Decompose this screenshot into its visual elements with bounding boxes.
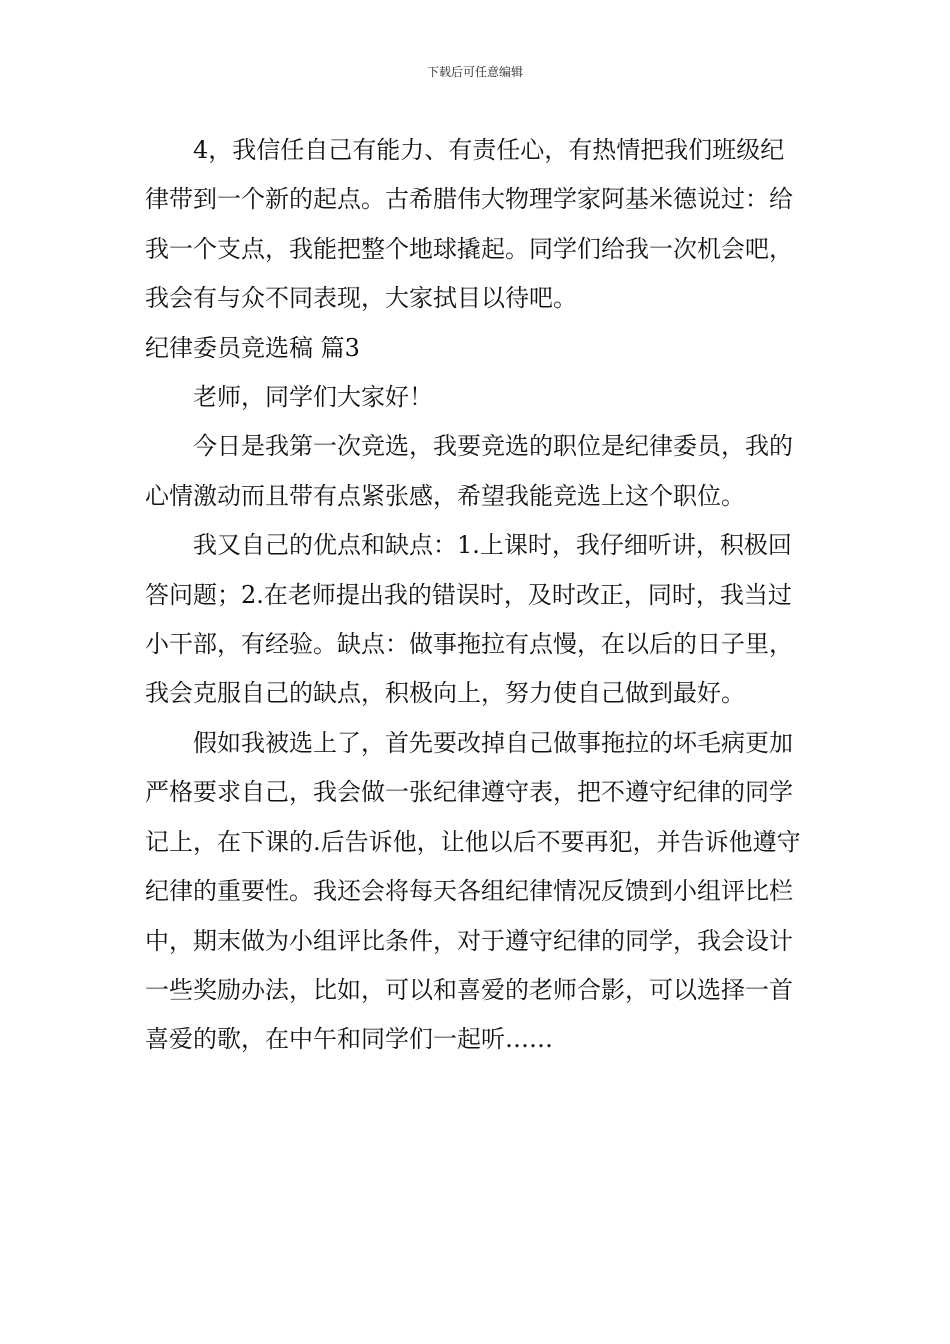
paragraph-greeting: 老师，同学们大家好！ [193,383,433,412]
paragraph-intro: 今日是我第一次竞选，我要竞选的职位是纪律委员，我的心情激动而且带有点紧张感，希望我能竞选上这个职位。 [145,432,793,510]
paragraph-plan: 假如我被选上了，首先要改掉自己做事拖拉的坏毛病更加严格要求自己，我会做一张纪律遵守表，把不遵守纪律的同学记上，在下课的.后告诉他，让他以后不要再犯，并告诉他遵守纪律的重要性。我还会将每天各组纪律情况反馈到小组评比栏中，期末做为小组评比条件，对于遵守纪律的同学，我会设计一些奖励办法，比如，可以和喜爱的老师合影，可以选择一首喜爱的歌，在中午和同学们一起听…… [145,728,801,1054]
page-header-note: 下载后可任意编辑 [426,65,523,79]
document-body [145,126,807,1065]
paragraph-strengths-weaknesses: 我又自己的优点和缺点：1.上课时，我仔细听讲，积极回答问题；2.在老师提出我的错误时，及时改正，同时，我当过小干部，有经验。缺点：做事拖拉有点慢，在以后的日子里，我会克服自己的缺点，积极向上，努力使自己做到最好。 [145,531,793,708]
paragraph-point-4: 4，我信任自己有能力、有责任心，有热情把我们班级纪律带到一个新的起点。古希腊伟大物理学家阿基米德说过：给我一个支点，我能把整个地球撬起。同学们给我一次机会吧，我会有与众不同表现，大家拭目以待吧。 [145,136,793,313]
section-heading: 纪律委员竞选稿 篇3 [145,333,360,362]
